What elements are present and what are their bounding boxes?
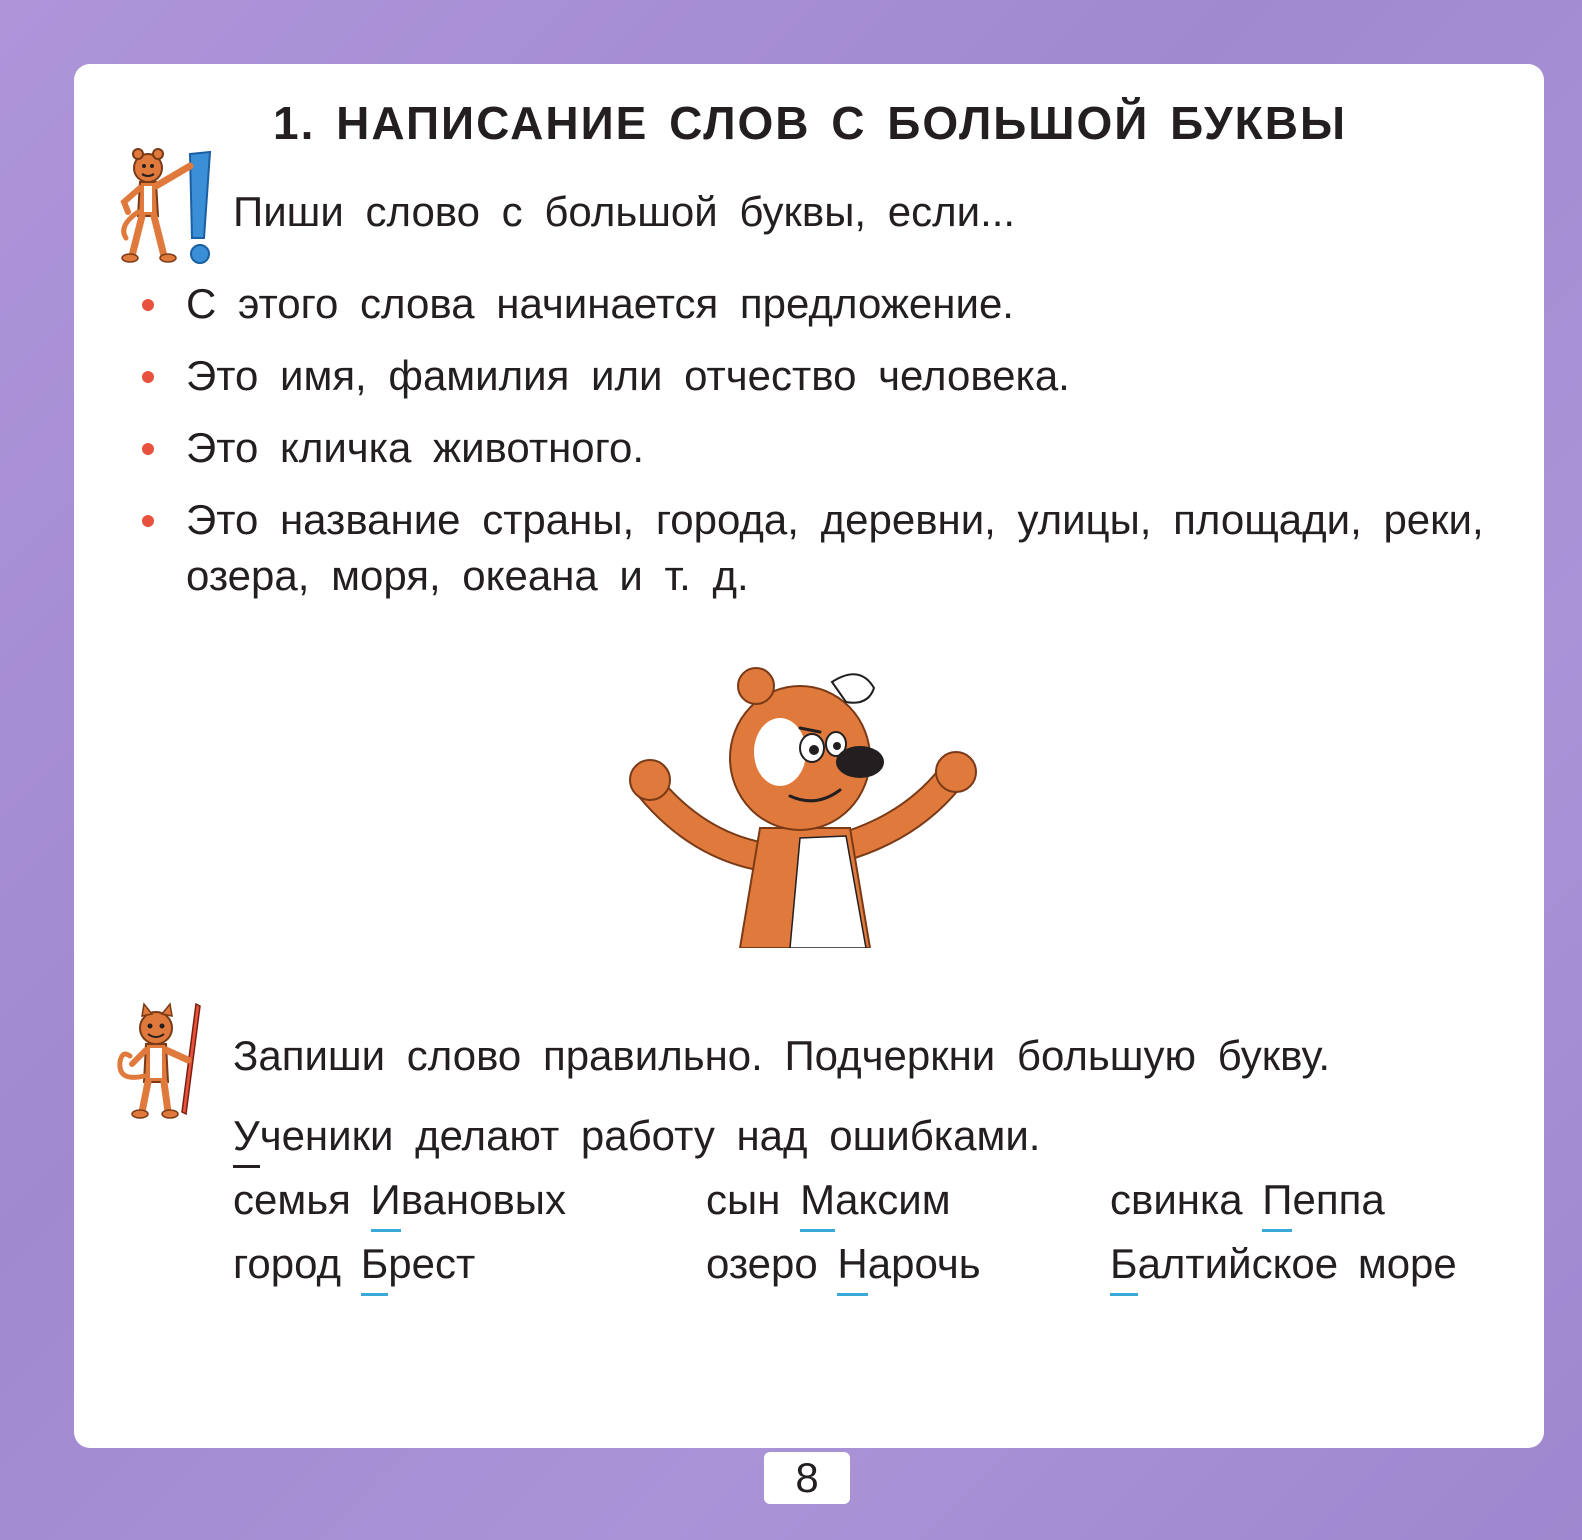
- dog-illustration: [620, 658, 990, 948]
- capital-letter: Б: [360, 1240, 389, 1287]
- list-item: Это кличка животного.: [140, 420, 1520, 476]
- bullet-dot-icon: [142, 299, 154, 311]
- capital-letter: П: [1262, 1176, 1293, 1223]
- bullet-dot-icon: [142, 443, 154, 455]
- mascot-cat-pencil-icon: [110, 1002, 210, 1122]
- word-item: сын Максим: [706, 1176, 951, 1223]
- word-item: свинка Пеппа: [1110, 1176, 1385, 1223]
- rule-heading: Пиши слово с большой буквы, если...: [233, 188, 1016, 235]
- task-heading: Запиши слово правильно. Подчеркни большую букву.: [233, 1032, 1331, 1079]
- capital-letter: У: [233, 1112, 260, 1159]
- bullet-dot-icon: [142, 371, 154, 383]
- page-number: 8: [795, 1454, 819, 1501]
- word-item: город Брест: [233, 1240, 476, 1287]
- capital-letter: Н: [837, 1240, 868, 1287]
- word-item: озеро Нарочь: [706, 1240, 981, 1287]
- list-item: Это название страны, города, деревни, улицы, площади, реки, озера, моря, океана и т. д.: [140, 492, 1520, 604]
- page-title: 1. НАПИСАНИЕ СЛОВ С БОЛЬШОЙ БУКВЫ: [272, 97, 1348, 149]
- list-item: С этого слова начинается предложение.: [140, 276, 1520, 332]
- example-sentence: Ученики делают работу над ошибками.: [233, 1112, 1041, 1159]
- word-item: семья Ивановых: [233, 1176, 566, 1223]
- capital-letter: И: [370, 1176, 401, 1223]
- list-item: Это имя, фамилия или отчество человека.: [140, 348, 1520, 404]
- rule-list: [140, 276, 1520, 620]
- mascot-exclamation-icon: [112, 146, 222, 268]
- bullet-dot-icon: [142, 515, 154, 527]
- word-item: Балтийское море: [1110, 1240, 1457, 1287]
- capital-letter: Б: [1110, 1240, 1138, 1287]
- capital-letter: М: [800, 1176, 836, 1223]
